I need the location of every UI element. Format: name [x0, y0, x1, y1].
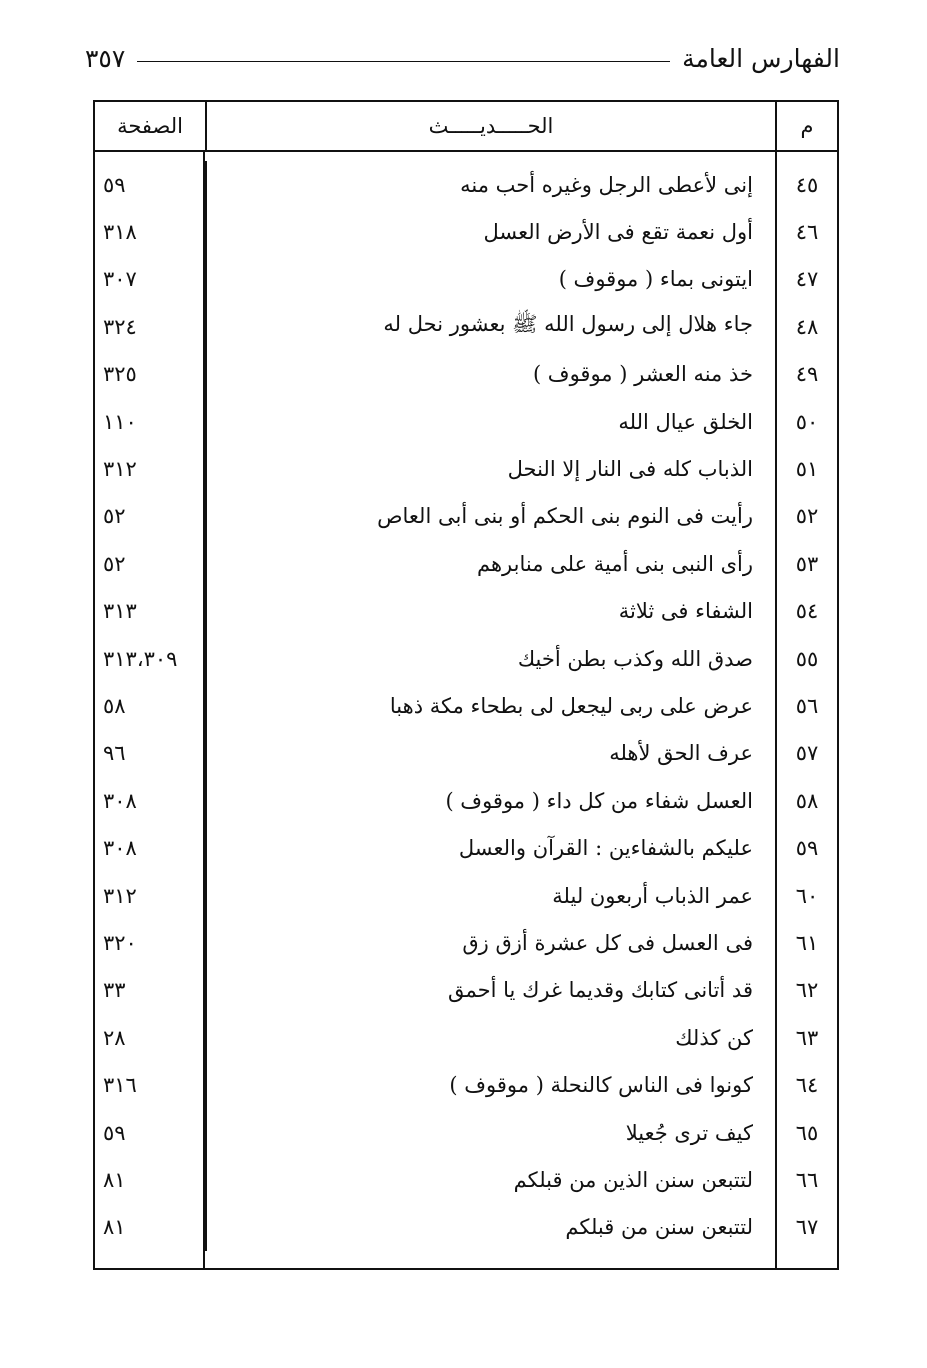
- row-hadith-text: عليكم بالشفاءين : القرآن والعسل: [205, 824, 775, 871]
- row-page-cell: [95, 1061, 205, 1108]
- row-page-cell: [95, 635, 205, 682]
- column-rule-number: [775, 152, 777, 1268]
- table-row: [95, 161, 837, 208]
- row-number: ٥٢: [775, 493, 837, 540]
- row-page-cell: [95, 398, 205, 445]
- row-hadith-text: إنى لأعطى الرجل وغيره أحب منه: [205, 161, 775, 208]
- table-row: [95, 256, 837, 303]
- table-row: [95, 1109, 837, 1156]
- row-page-cell: [95, 1109, 205, 1156]
- row-number: ٥٤: [775, 588, 837, 635]
- row-number: ٦٣: [775, 1014, 837, 1061]
- table-row: [95, 1204, 837, 1251]
- row-page-cell: [95, 351, 205, 398]
- header-hadith: الحـــــديـــــث: [205, 102, 775, 150]
- row-page-cell: [95, 445, 205, 492]
- row-number: ٤٦: [775, 208, 837, 255]
- row-hadith-text: صدق الله وكذب بطن أخيك: [205, 635, 775, 682]
- running-head-title: الفهارس العامة: [682, 43, 840, 73]
- row-number: ٦٧: [775, 1204, 837, 1251]
- row-number: ٦٢: [775, 967, 837, 1014]
- row-page-reference: ٨١: [103, 1215, 126, 1240]
- row-page-cell: [95, 1156, 205, 1203]
- header-number: م: [775, 102, 837, 150]
- table-row: [95, 682, 837, 729]
- row-page-reference: ٣١٣: [103, 599, 137, 624]
- row-page-reference: ٣١٢: [103, 457, 137, 482]
- table-header: [95, 102, 837, 152]
- row-hadith-text: جاء هلال إلى رسول الله ﷺ بعشور نحل له: [205, 303, 775, 350]
- row-page-reference: ١١٠: [103, 409, 137, 434]
- row-number: ٤٧: [775, 256, 837, 303]
- row-page-reference: ٣٢٤: [103, 314, 137, 339]
- row-page-cell: [95, 872, 205, 919]
- row-page-reference: ٣٢٥: [103, 362, 137, 387]
- row-page-cell: [95, 256, 205, 303]
- row-hadith-text: رأيت فى النوم بنى الحكم أو بنى أبى العاص: [205, 493, 775, 540]
- row-number: ٥١: [775, 445, 837, 492]
- row-hadith-text: فى العسل فى كل عشرة أزق زق: [205, 919, 775, 966]
- row-hadith-text: العسل شفاء من كل داء ( موقوف ): [205, 777, 775, 824]
- table-row: [95, 398, 837, 445]
- column-rule-page: [203, 152, 205, 1268]
- row-page-cell: [95, 730, 205, 777]
- table-row: [95, 540, 837, 587]
- row-hadith-text: الذباب كله فى النار إلا النحل: [205, 445, 775, 492]
- row-hadith-text: لتتبعن سنن الذين من قبلكم: [205, 1156, 775, 1203]
- row-hadith-text: عرض على ربى ليجعل لى بطحاء مكة ذهبا: [205, 682, 775, 729]
- row-page-reference: ٣٠٧: [103, 267, 137, 292]
- row-page-reference: ٥٢: [103, 504, 126, 529]
- row-page-cell: [95, 588, 205, 635]
- row-hadith-text: خذ منه العشر ( موقوف ): [205, 351, 775, 398]
- row-page-reference: ٣٠٨: [103, 788, 137, 813]
- table-rows: [95, 161, 837, 1251]
- row-page-cell: [95, 824, 205, 871]
- row-number: ٥٣: [775, 540, 837, 587]
- table-row: [95, 777, 837, 824]
- table-row: [95, 303, 837, 350]
- row-hadith-text: عرف الحق لأهله: [205, 730, 775, 777]
- row-page-cell: [95, 967, 205, 1014]
- row-number: ٦٦: [775, 1156, 837, 1203]
- table-row: [95, 1156, 837, 1203]
- table-row: [95, 967, 837, 1014]
- row-hadith-text: الشفاء فى ثلاثة: [205, 588, 775, 635]
- table-row: [95, 588, 837, 635]
- row-hadith-text: عمر الذباب أربعون ليلة: [205, 872, 775, 919]
- row-number: ٥٩: [775, 824, 837, 871]
- row-page-reference: ٥٩: [103, 1120, 126, 1145]
- row-page-reference: ٣١٢: [103, 883, 137, 908]
- row-number: ٥٠: [775, 398, 837, 445]
- row-page-reference: ٣١٦: [103, 1073, 137, 1098]
- running-head-rule: [137, 61, 670, 62]
- hadith-index-table: [93, 100, 839, 1270]
- page-number: ٣٥٧: [85, 43, 126, 73]
- row-number: ٥٦: [775, 682, 837, 729]
- table-row: [95, 919, 837, 966]
- row-hadith-text: لتتبعن سنن من قبلكم: [205, 1204, 775, 1251]
- row-number: ٦١: [775, 919, 837, 966]
- row-page-reference: ٩٦: [103, 741, 126, 766]
- header-page: الصفحة: [117, 114, 183, 138]
- row-page-cell: [95, 777, 205, 824]
- table-row: [95, 1014, 837, 1061]
- row-page-reference: ٣١٣،٣٠٩: [103, 646, 178, 671]
- table-row: [95, 872, 837, 919]
- row-hadith-text: كن كذلك: [205, 1014, 775, 1061]
- table-row: [95, 635, 837, 682]
- row-page-reference: ٢٨: [103, 1025, 126, 1050]
- table-row: [95, 824, 837, 871]
- table-row: [95, 730, 837, 777]
- running-head: [85, 38, 840, 78]
- row-hadith-text: كونوا فى الناس كالنحلة ( موقوف ): [205, 1061, 775, 1108]
- row-number: ٤٩: [775, 351, 837, 398]
- row-page-reference: ٥٢: [103, 551, 126, 576]
- row-number: ٦٥: [775, 1109, 837, 1156]
- row-page-cell: [95, 1204, 205, 1251]
- row-number: ٥٥: [775, 635, 837, 682]
- row-page-reference: ٣١٨: [103, 220, 137, 245]
- table-body: [95, 152, 837, 1268]
- row-hadith-text: كيف ترى جُعيلا: [205, 1109, 775, 1156]
- row-page-reference: ٥٨: [103, 693, 126, 718]
- row-page-reference: ٣٠٨: [103, 836, 137, 861]
- row-page-reference: ٨١: [103, 1167, 126, 1192]
- row-hadith-text: ايتونى بماء ( موقوف ): [205, 256, 775, 303]
- row-number: ٦٤: [775, 1061, 837, 1108]
- row-page-cell: [95, 303, 205, 350]
- row-number: ٥٧: [775, 730, 837, 777]
- row-page-cell: [95, 161, 205, 208]
- table-row: [95, 445, 837, 492]
- row-hadith-text: أول نعمة تقع فى الأرض العسل: [205, 208, 775, 255]
- table-row: [95, 208, 837, 255]
- row-page-cell: [95, 682, 205, 729]
- row-page-cell: [95, 208, 205, 255]
- row-page-reference: ٣٢٠: [103, 930, 137, 955]
- row-hadith-text: رأى النبى بنى أمية على منابرهم: [205, 540, 775, 587]
- row-number: ٦٠: [775, 872, 837, 919]
- row-hadith-text: الخلق عيال الله: [205, 398, 775, 445]
- row-page-cell: [95, 493, 205, 540]
- table-row: [95, 351, 837, 398]
- row-number: ٤٥: [775, 161, 837, 208]
- table-row: [95, 493, 837, 540]
- row-page-cell: [95, 540, 205, 587]
- row-page-reference: ٥٩: [103, 172, 126, 197]
- row-number: ٥٨: [775, 777, 837, 824]
- row-hadith-text: قد أتانى كتابك وقديما غرك يا أحمق: [205, 967, 775, 1014]
- row-number: ٤٨: [775, 303, 837, 350]
- row-page-cell: [95, 1014, 205, 1061]
- row-page-cell: [95, 919, 205, 966]
- table-row: [95, 1061, 837, 1108]
- row-page-reference: ٣٣: [103, 978, 126, 1003]
